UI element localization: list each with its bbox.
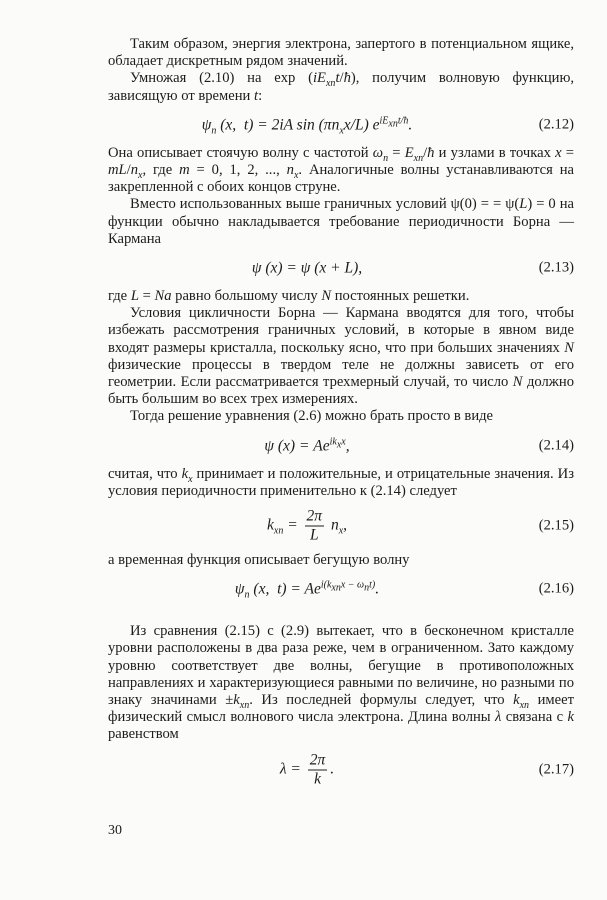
equation-number: (2.12) [538,116,574,133]
paragraph-standing-wave: Она описывает стоячую волну с частотой $\omega_n$ = $E_{xn}/ħ$ и узлами в точках $x = mL/n_x$, где m = 0, 1, 2, ..., $n_x$. Аналогичные волны устанавливаются на закрепленной с обоих концов струне. [108,144,574,196]
paragraph-lattice-constant: где L = Na равно большому числу N постоянных решетки. [108,288,470,305]
paragraph-solution: Тогда решение уравнения (2.6) можно брать просто в виде [130,408,494,425]
equation-2-14-formula: ψ $(x) = Ae^{ik_xx}$, [264,435,350,455]
paragraph-cyclic-conditions: Условия цикличности Борна — Кармана вводятся для того, чтобы избежать рассмотрения граничных условий, в которые в явном виде входят размеры кристалла, поскольку ясно, что при больших значениях N физические процессы в твердом теле не должны зависеть от его геометрии. Если рассматривается трехмерный случай, то число N должно быть большим во всех трех измерениях. [108,305,575,408]
paragraph-kx-values: считая, что $k_x$ принимает и положительные, и отрицательные значения. Из условия периодичности применительно к (2.14) следует [108,465,574,499]
equation-number: (2.16) [538,580,574,597]
equation-number: (2.13) [538,259,574,276]
paragraph-comparison: Из сравнения (2.15) с (2.9) вытекает, что в бесконечном кристалле уровни расположены в два раза реже, чем в ограниченном. Зато каждому уровню соответствует две волны, бегущие в противоположных направлениях и характеризующиеся равными по величине, но разными по знаку значинами $\pm k_{xn}$. Из последней формулы следует, что $k_{xn}$ имеет физический смысл волнового числа электрона. Длина волны λ связана с k равенством [108,623,574,743]
equation-2-16-formula: $\psi_n$ (x, $t) = Ae^{i(k_{xn}x - \omega_nt)}$. [234,579,380,601]
equation-2-15-formula: $k_{xn}$ = $\frac{2\pi}{L}$ $n_x$, [266,507,348,544]
equation-number: (2.17) [538,761,574,778]
equation-2-12 [108,105,574,145]
paragraph-multiply-exp: Умножая (2.10) на $\exp (iE_{xn}t/ħ)$, получим волновую функцию, зависящую от времени t: [108,70,574,104]
paragraph-running-wave: а временная функция описывает бегущую волну [108,552,410,569]
equation-number: (2.15) [538,517,574,534]
equation-2-13 [108,248,574,288]
equation-2-17 [108,744,574,796]
paragraph-boundary-conditions: Вместо использованных выше граничных условий ψ(0) = = ψ(L) = 0 на функции обычно накладывается требование периодичности Борна — Кармана [108,196,574,247]
equation-number: (2.14) [538,437,574,454]
equation-2-16 [108,569,574,609]
equation-2-14 [108,426,574,466]
equation-2-17-formula: λ = $\frac{2\pi}{k}$ . [279,751,335,788]
page-number: 30 [108,823,122,838]
equation-2-15 [108,500,574,552]
equation-2-13-formula: ψ (x) = ψ (x + L), [251,259,363,277]
page-body [108,36,574,796]
equation-2-12-formula: $\psi_n$ (x, t) = 2iA $\sin (\pi n_xx/L)$ $e^{iE_{xn}t/ħ}$. [201,115,413,137]
paragraph-energy-discrete: Таким образом, энергия электрона, запертого в потенциальном ящике, обладает дискретным рядом значений. [108,36,574,70]
